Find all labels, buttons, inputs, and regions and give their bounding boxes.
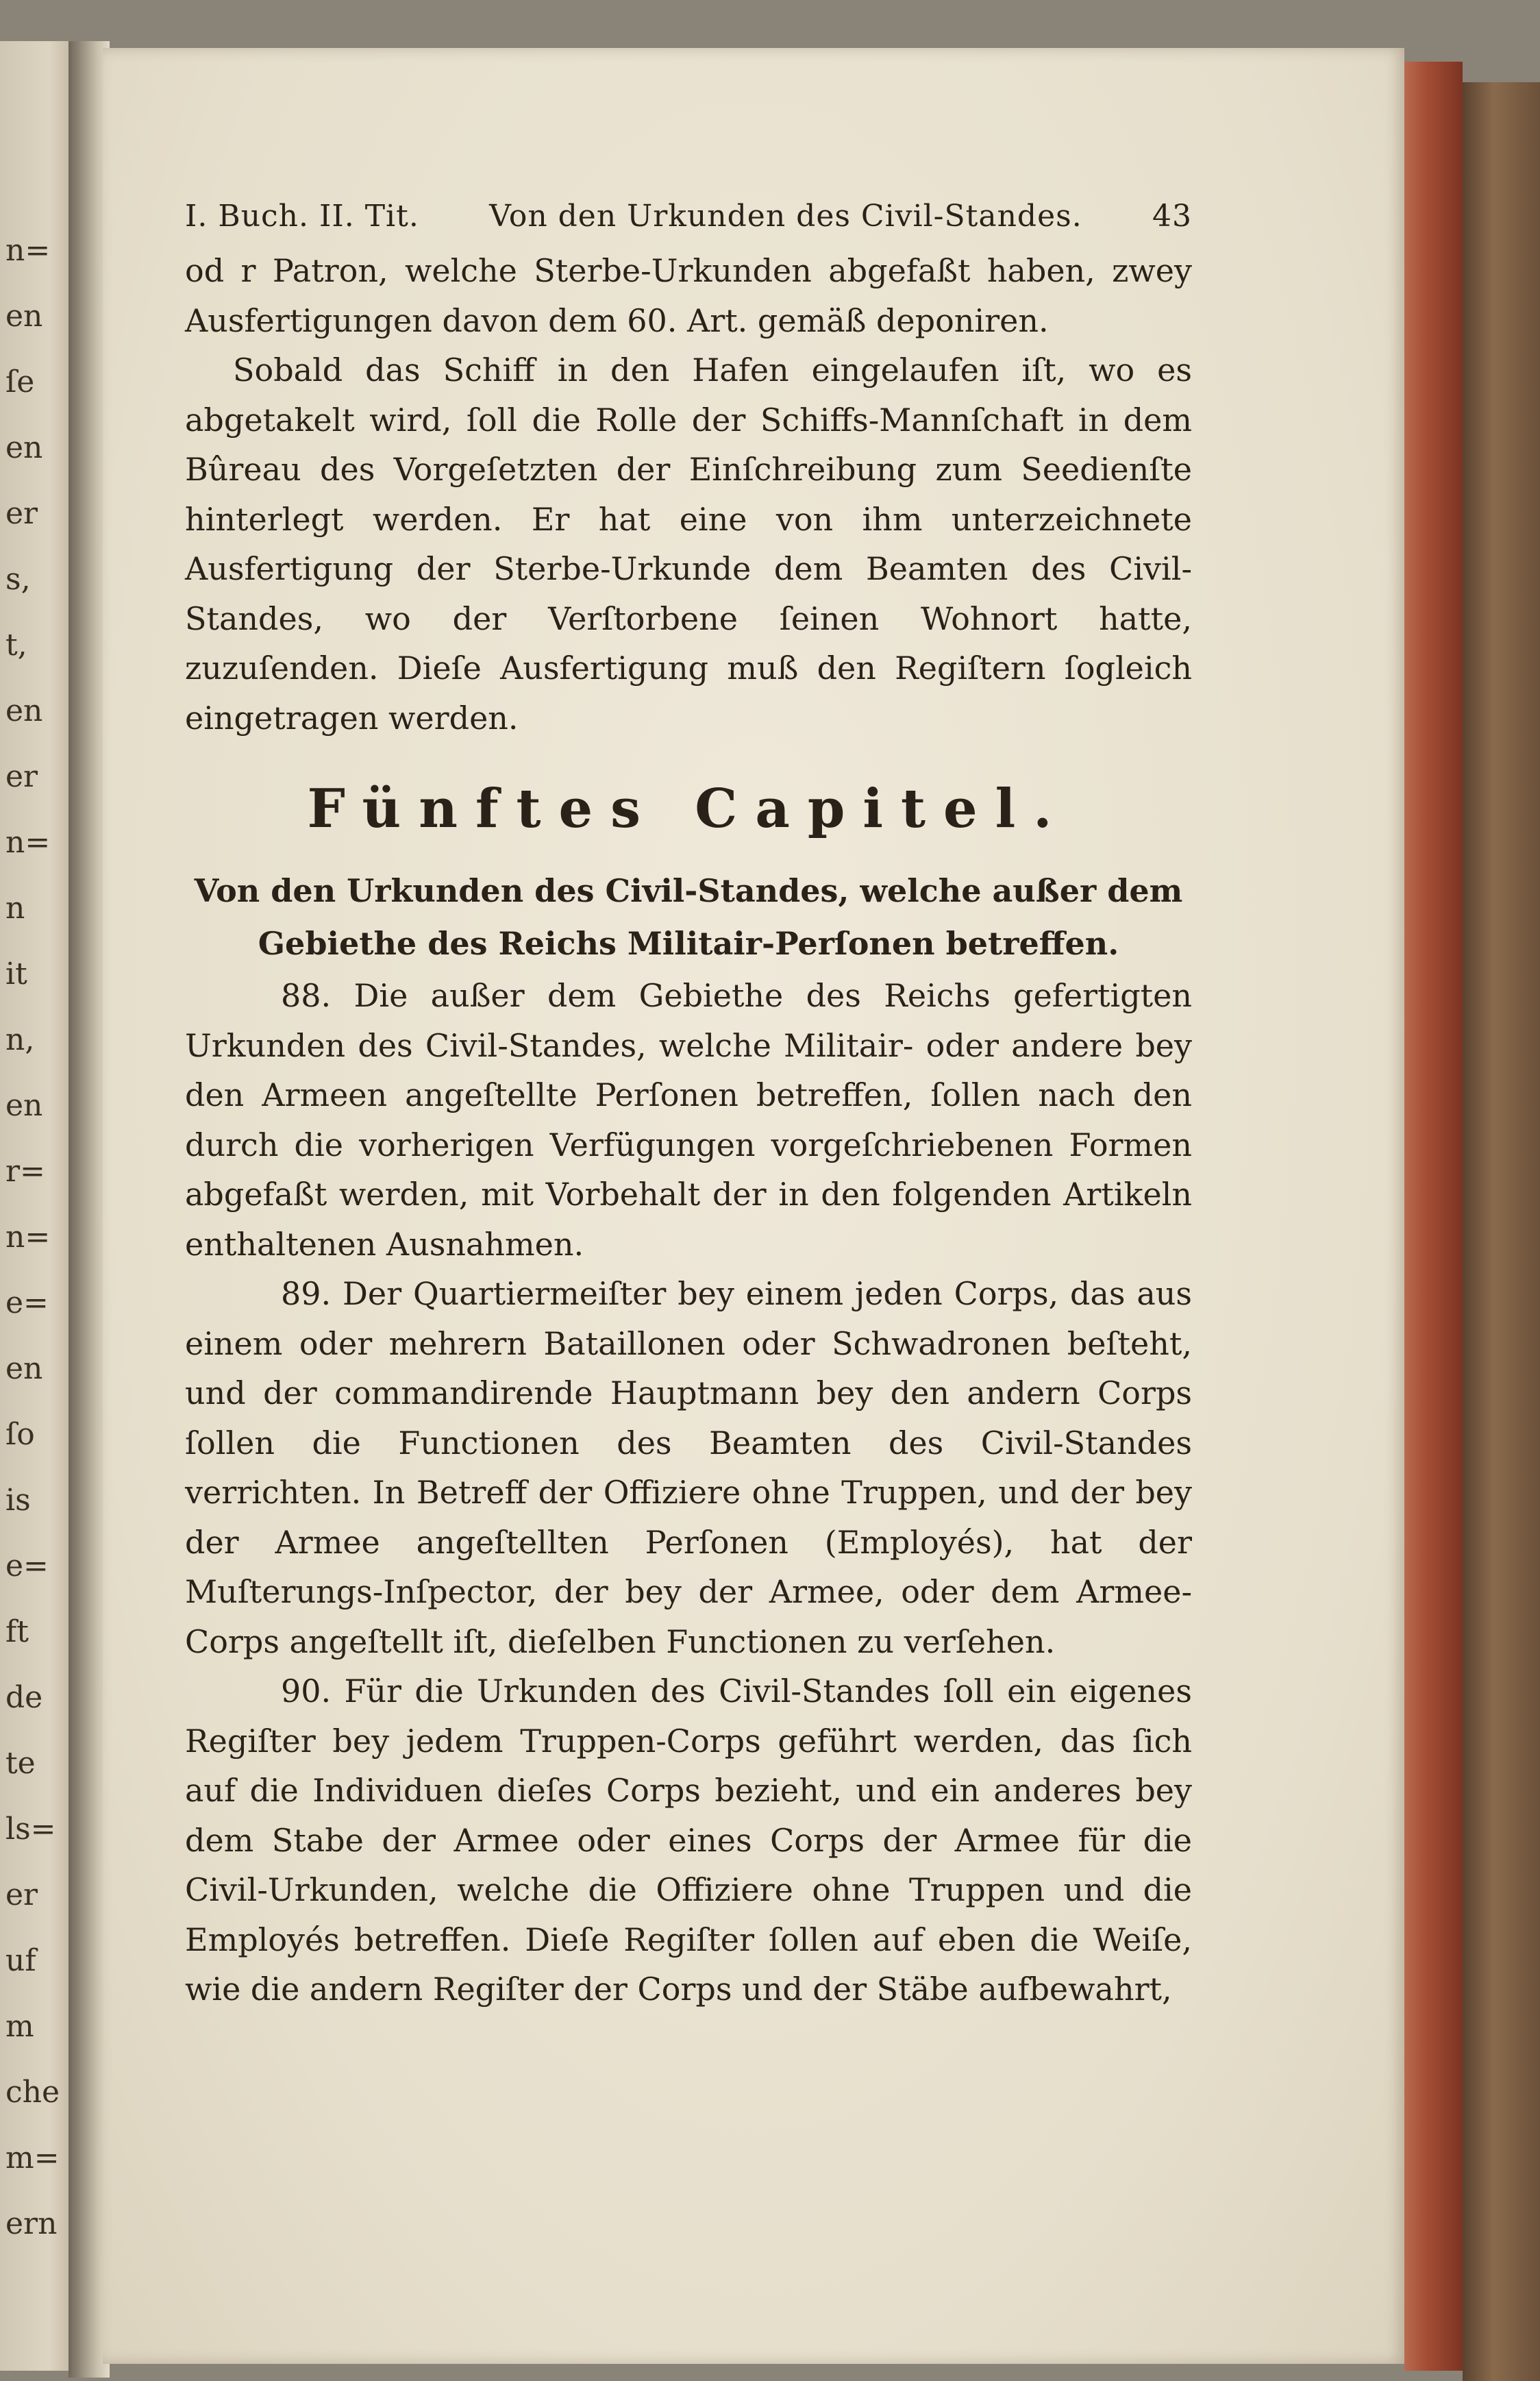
cover-edge-red (1404, 62, 1463, 2371)
paragraph-continued: od r Patron, welche Sterbe-Urkunden abgefaßt haben, zwey Ausfertigungen davon dem 60. Art. gemäß deponiren. (185, 252, 1192, 339)
facing-page-text-fragment: m (5, 2009, 34, 2044)
facing-page-text-fragment: m= (5, 2141, 60, 2175)
facing-page-text-fragment: s, (5, 562, 31, 597)
facing-page-text-fragment: e= (5, 1285, 49, 1320)
facing-page-text-fragment: ſo (5, 1417, 35, 1452)
facing-page-text-fragment: n, (5, 1022, 35, 1057)
facing-page-text-fragment: te (5, 1746, 36, 1781)
facing-page-text-fragment: en (5, 1088, 43, 1123)
facing-page-text-fragment: ſe (5, 365, 35, 399)
facing-page-text-fragment: n (5, 891, 25, 926)
facing-page-text-fragment: che (5, 2075, 60, 2110)
cover-outer (1463, 82, 1540, 2381)
facing-page-text-fragment: er (5, 1877, 38, 1912)
facing-page-text-fragment: is (5, 1483, 31, 1518)
page-content (185, 199, 1192, 2014)
paragraph: Sobald das Schiff in den Hafen eingelaufen iſt, wo es abgetakelt wird, ſoll die Rolle der Schiffs-Mannſchaft in dem Bûreau des Vorgeſetzten der Einſchreibung zum Seedienſte hinterlegt werden. Er hat eine von ihm unterzeichnete Ausfertigung der Sterbe-Urkunde dem Beamten des Civil-Standes, wo der Verſtorbene ſeinen Wohnort hatte, zuzuſenden. Dieſe Ausfertigung muß den Regiſtern ſogleich eingetragen werden. (185, 351, 1192, 737)
article-number: 89. (281, 1275, 332, 1312)
facing-page-text-fragment: n= (5, 233, 51, 268)
facing-page-text-fragment: ls= (5, 1812, 56, 1847)
article-number: 90. (281, 1673, 332, 1710)
article-88 (185, 971, 1192, 1269)
facing-page-text-fragment: de (5, 1680, 43, 1715)
chapter-subtitle-line-1: Von den Urkunden des Civil-Standes, welche außer dem (194, 872, 1183, 909)
header-section-title: Von den Urkunden des Civil-Standes. (489, 199, 1082, 234)
facing-page-text-fragment: en (5, 299, 43, 334)
facing-page-text-fragment: ft (5, 1614, 29, 1649)
facing-page-text-fragment: n= (5, 825, 51, 860)
facing-page-text-fragment: t, (5, 628, 27, 663)
article-text: Die außer dem Gebiethe des Reichs gefertigten Urkunden des Civil-Standes, welche Militair- oder andere bey den Armeen angeſtellte Perſonen betreffen, ſollen nach den durch die vorherigen Verfügungen vorgeſchriebenen Formen abgefaßt werden, mit Vorbehalt der in den folgenden Artikeln enthaltenen Ausnahmen. (185, 977, 1193, 1263)
article-90 (185, 1666, 1192, 2014)
facing-page-text-fragment: uf (5, 1943, 36, 1978)
facing-page-text-fragment: er (5, 496, 38, 531)
facing-page-text-fragment: er (5, 759, 38, 794)
article-89 (185, 1269, 1192, 1666)
page-number: 43 (1152, 199, 1192, 234)
article-text: Der Quartiermeiſter bey einem jeden Corps, das aus einem oder mehrern Bataillonen oder Schwadronen beſteht, und der commandirende Hauptmann bey den andern Corps ſollen die Functionen des Beamten des Civil-Standes verrichten. In Betreff der Offiziere ohne Truppen, und der bey der Armee angeſtellten Perſonen (Employés), hat der Muſterungs-Inſpector, der bey der Armee, oder dem Armee-Corps angeſtellt iſt, dieſelben Functionen zu verſehen. (185, 1275, 1193, 1660)
facing-page-text-fragment: ern (5, 2206, 58, 2241)
running-header (185, 199, 1192, 234)
article-text: Für die Urkunden des Civil-Standes ſoll ein eigenes Regiſter bey jedem Truppen-Corps geführt werden, das ſich auf die Individuen dieſes Corps bezieht, und ein anderes bey dem Stabe der Armee oder eines Corps der Armee für die Civil-Urkunden, welche die Offiziere ohne Truppen und die Employés betreffen. Dieſe Regiſter ſollen auf eben die Weiſe, wie die andern Regiſter der Corps und der Stäbe aufbewahrt, (185, 1673, 1193, 2008)
chapter-subtitle-line-2: Gebiethe des Reichs Militair-Perſonen betreffen. (258, 924, 1119, 962)
facing-page-text-fragment: r= (5, 1154, 45, 1189)
facing-page-text-fragment: n= (5, 1220, 51, 1255)
facing-page-text-fragment: en (5, 693, 43, 728)
facing-page-text-fragment: en (5, 430, 43, 465)
facing-page-text-fragment: it (5, 957, 27, 991)
facing-page-text-fragment: e= (5, 1549, 49, 1583)
article-number: 88. (281, 977, 332, 1014)
chapter-heading: Fünftes Capitel. (307, 778, 1070, 840)
header-book-title: I. Buch. II. Tit. (185, 199, 419, 234)
facing-page-text-fragment: en (5, 1351, 43, 1386)
